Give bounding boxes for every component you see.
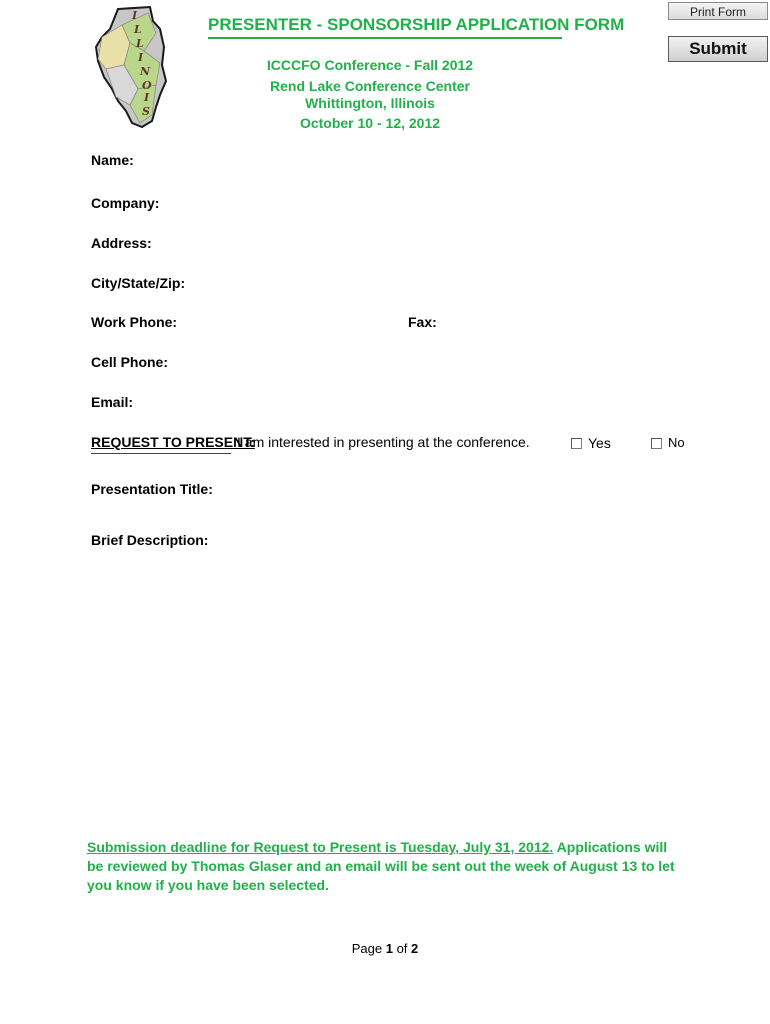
presentation-title-label: Presentation Title:	[91, 481, 213, 497]
print-form-button[interactable]: Print Form	[668, 2, 768, 20]
of-word: of	[392, 941, 412, 956]
illinois-state-logo	[90, 3, 200, 131]
review-text: Applications will be reviewed by Thomas Glaser and an email will be sent out the week of August 13 to let you know if you have been selected.	[87, 839, 675, 893]
request-to-present-text: I am interested in presenting at the conference.	[237, 434, 530, 450]
yes-label: Yes	[588, 435, 611, 451]
logo-letter: I	[138, 51, 144, 64]
address-field[interactable]	[152, 235, 660, 253]
name-label: Name:	[91, 152, 134, 168]
logo-letter: I	[132, 9, 138, 22]
page-total: 2	[411, 941, 419, 956]
brief-description-field[interactable]	[91, 560, 695, 814]
page-word: Page	[351, 941, 386, 956]
company-field[interactable]	[160, 195, 660, 213]
form-title: PRESENTER - SPONSORSHIP APPLICATION FORM	[208, 15, 625, 34]
address-label: Address:	[91, 235, 152, 251]
email-field[interactable]	[136, 394, 660, 412]
deadline-text: Submission deadline for Request to Present is Tuesday, July 31, 2012.	[87, 839, 554, 855]
fax-field[interactable]	[440, 314, 660, 332]
email-label: Email:	[91, 394, 134, 410]
venue-city: Whittington, Illinois	[305, 95, 435, 111]
work-phone-field[interactable]	[180, 314, 390, 332]
no-checkbox[interactable]	[651, 438, 662, 449]
yes-checkbox[interactable]	[571, 438, 582, 449]
logo-letter: L	[136, 37, 144, 50]
title-underline	[208, 37, 562, 39]
logo-letter: N	[140, 65, 151, 78]
logo-letter: O	[142, 79, 152, 92]
city-state-zip-field[interactable]	[190, 275, 660, 293]
fax-label: Fax:	[408, 314, 437, 330]
cell-phone-label: Cell Phone:	[91, 354, 169, 370]
logo-letter: L	[134, 23, 142, 36]
cell-phone-field[interactable]	[170, 354, 660, 372]
work-phone-label: Work Phone:	[91, 314, 178, 330]
brief-description-label: Brief Description:	[91, 532, 209, 548]
page-indicator	[300, 941, 470, 956]
logo-letter: I	[144, 91, 150, 104]
conference-name: ICCCFO Conference - Fall 2012	[266, 57, 474, 73]
page-current: 1	[385, 941, 393, 956]
venue-name: Rend Lake Conference Center	[270, 78, 470, 94]
logo-letter: S	[142, 105, 150, 118]
submission-notice	[87, 838, 687, 895]
company-label: Company:	[91, 195, 160, 211]
presentation-title-field[interactable]	[216, 481, 686, 499]
no-label: No	[668, 435, 685, 450]
submit-button[interactable]: Submit	[668, 36, 768, 62]
request-label-underline	[91, 453, 231, 454]
city-state-zip-label: City/State/Zip:	[91, 275, 186, 291]
conference-dates: October 10 - 12, 2012	[299, 115, 441, 131]
request-to-present-label: REQUEST TO PRESENT:	[91, 434, 255, 450]
name-field[interactable]	[140, 152, 660, 170]
